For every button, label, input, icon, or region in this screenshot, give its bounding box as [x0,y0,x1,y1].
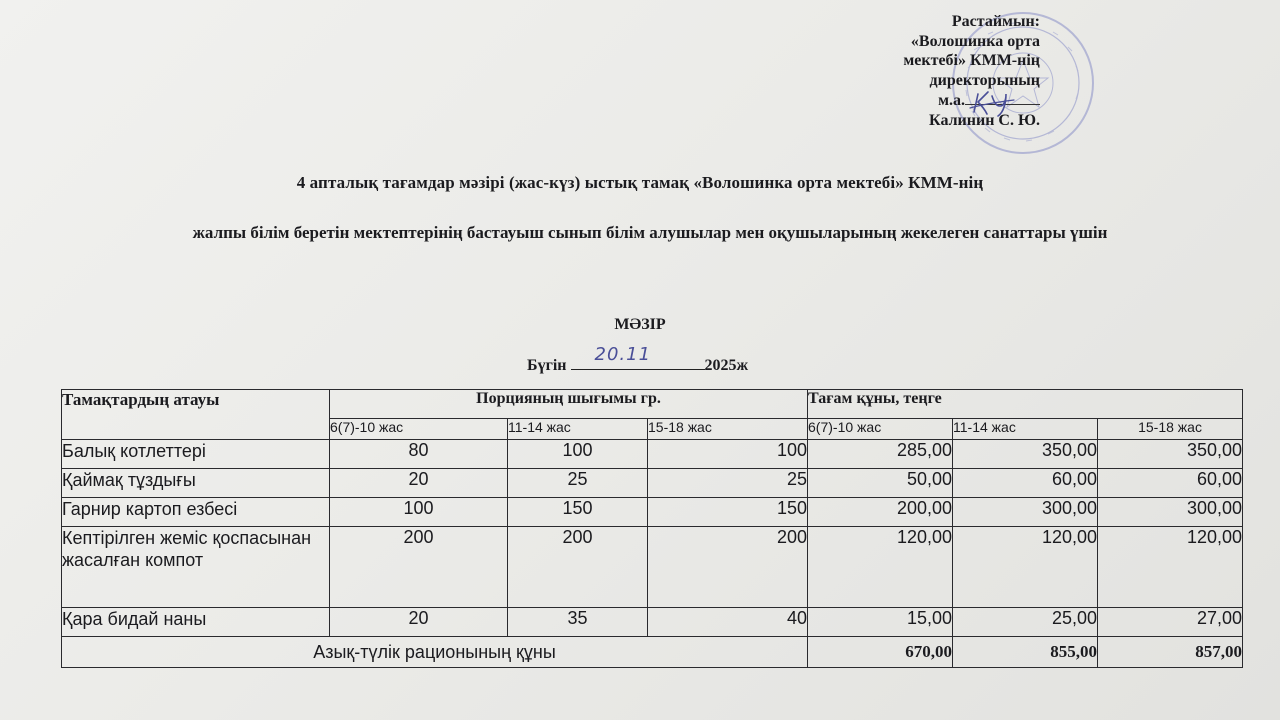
header-dish-name: Тамақтардың атауы [62,390,330,440]
table-row [62,469,1243,498]
dish-name: Қара бидай наны [62,608,330,637]
subheader-price-age-3: 15-18 жас [1098,419,1243,440]
portion-value: 80 [330,440,508,469]
approval-line-4: директорының [929,71,1040,89]
price-value: 60,00 [1098,469,1243,498]
menu-table [61,389,1243,668]
handwritten-date: 20.11 [594,344,652,365]
portion-value: 100 [648,440,808,469]
date-blank [571,344,705,370]
table-row [62,608,1243,637]
approval-line-6: Калинин С. Ю. [929,111,1040,129]
dish-name: Балық котлеттері [62,440,330,469]
document-title-line-2: жалпы білім беретін мектептерінің бастауыш сынып білім алушылар мен оқушыларының жекелеген санаттары үшін [192,223,1108,242]
price-value: 120,00 [808,527,953,608]
total-value: 855,00 [953,637,1098,668]
price-value: 60,00 [953,469,1098,498]
price-value: 200,00 [808,498,953,527]
dish-name: Қаймақ тұздығы [62,469,330,498]
dish-name: Кептірілген жеміс қоспасынан жасалған компот [62,527,330,608]
menu-heading: МӘЗІР [614,316,666,333]
subheader-price-age-2: 11-14 жас [953,419,1098,440]
portion-value: 150 [508,498,648,527]
portion-value: 25 [508,469,648,498]
subheader-portion-age-3: 15-18 жас [648,419,808,440]
price-value: 120,00 [1098,527,1243,608]
portion-value: 200 [330,527,508,608]
portion-value: 150 [648,498,808,527]
price-value: 350,00 [953,440,1098,469]
table-row [62,440,1243,469]
portion-value: 35 [508,608,648,637]
portion-value: 40 [648,608,808,637]
table-header-row [62,390,1243,419]
year-suffix: 2025ж [704,357,749,374]
total-label: Азық-түлік рационының құны [62,637,808,668]
approval-line-2: «Волошинка орта [910,32,1040,50]
subheader-portion-age-1: 6(7)-10 жас [330,419,508,440]
portion-value: 200 [648,527,808,608]
date-line [527,344,749,375]
total-value: 857,00 [1098,637,1243,668]
portion-value: 20 [330,469,508,498]
approval-line-1: Растаймын: [951,13,1040,30]
price-value: 120,00 [953,527,1098,608]
portion-value: 100 [508,440,648,469]
dish-name: Гарнир картоп езбесі [62,498,330,527]
price-value: 285,00 [808,440,953,469]
portion-value: 20 [330,608,508,637]
price-value: 50,00 [808,469,953,498]
price-value: 300,00 [1098,498,1243,527]
subheader-price-age-1: 6(7)-10 жас [808,419,953,440]
price-value: 25,00 [953,608,1098,637]
price-value: 15,00 [808,608,953,637]
price-value: 350,00 [1098,440,1243,469]
table-row [62,527,1243,608]
header-portion-yield: Порцияның шығымы гр. [330,390,808,419]
document-title-line-1: 4 апталық тағамдар мәзірі (жас-күз) ыстық тамақ «Волошинка орта мектебі» КММ-нің [296,173,984,192]
price-value: 27,00 [1098,608,1243,637]
total-value: 670,00 [808,637,953,668]
table-total-row [62,637,1243,668]
handwritten-signature [968,88,1016,118]
table-row [62,498,1243,527]
portion-value: 200 [508,527,648,608]
portion-value: 25 [648,469,808,498]
today-label: Бүгін [527,357,567,374]
portion-value: 100 [330,498,508,527]
price-value: 300,00 [953,498,1098,527]
approval-line-3: мектебі» КММ-нің [903,52,1040,69]
acting-prefix: м.а. [938,92,965,109]
header-dish-cost: Тағам құны, теңге [808,390,1243,419]
subheader-portion-age-2: 11-14 жас [508,419,648,440]
